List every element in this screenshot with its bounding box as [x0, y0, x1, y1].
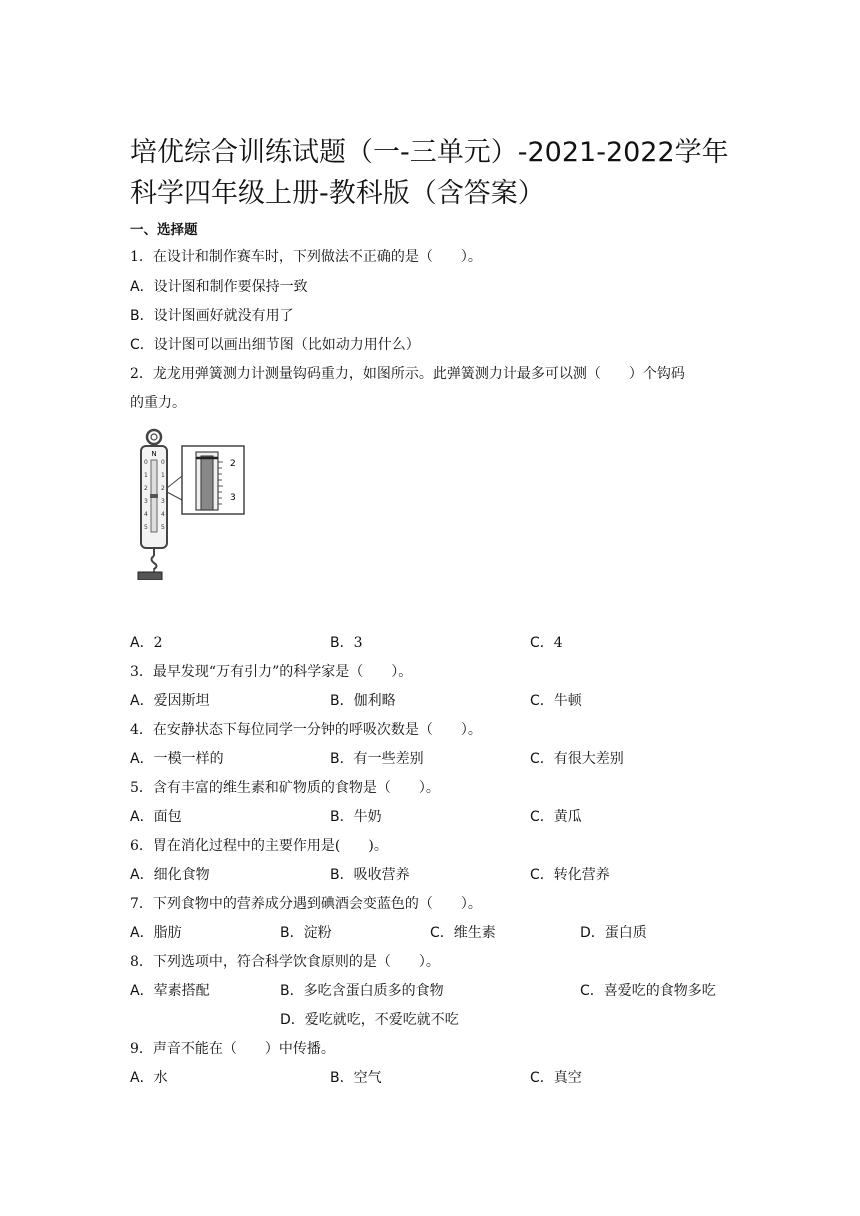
question-4-option-b[interactable]: B．有一些差别 [330, 751, 424, 767]
scale-right-label-4: 4 [161, 511, 165, 518]
question-2-option-b[interactable]: B．3 [330, 635, 363, 651]
question-7-option-c[interactable]: C．维生素 [430, 925, 496, 941]
question-7-option-a[interactable]: A．脂肪 [130, 925, 182, 941]
question-1-option-b[interactable]: B．设计图画好就没有用了 [130, 308, 294, 324]
question-7-option-b[interactable]: B．淀粉 [280, 925, 332, 941]
scale-left-label-1: 1 [144, 472, 148, 479]
scale-left-label-3: 3 [144, 498, 148, 505]
question-1-option-a[interactable]: A．设计图和制作要保持一致 [130, 279, 308, 295]
zoom-label-2: 2 [230, 459, 236, 469]
question-5-stem: 5．含有丰富的维生素和矿物质的食物是（ ）。 [130, 780, 440, 796]
question-8-option-b[interactable]: B．多吃含蛋白质多的食物 [280, 983, 444, 999]
question-8-option-c[interactable]: C．喜爱吃的食物多吃 [580, 983, 716, 999]
scale-unit-letter: N [151, 450, 157, 458]
hook-weight [138, 572, 162, 580]
question-8-stem: 8．下列选项中，符合科学饮食原则的是（ ）。 [130, 954, 440, 970]
scale-left-label-5: 5 [144, 524, 148, 531]
question-4-option-c[interactable]: C．有很大差别 [530, 751, 624, 767]
question-3-option-c[interactable]: C．牛顿 [530, 693, 582, 709]
scale-right-label-1: 1 [161, 472, 165, 479]
question-6-stem: 6．胃在消化过程中的主要作用是( )。 [130, 838, 388, 854]
spring-scale-figure [130, 428, 250, 580]
question-8-option-a[interactable]: A．荤素搭配 [130, 983, 210, 999]
page-title: 培优综合训练试题（一-三单元）-2021-2022学年科学四年级上册-教科版（含答案） [130, 137, 729, 209]
question-2-option-c[interactable]: C．4 [530, 635, 563, 651]
scale-left-label-0: 0 [144, 459, 148, 466]
question-3-stem: 3．最早发现“万有引力”的科学家是（ ）。 [130, 664, 413, 680]
question-6-option-a[interactable]: A．细化食物 [130, 867, 210, 883]
question-1-stem: 1．在设计和制作赛车时，下列做法不正确的是（ ）。 [130, 249, 482, 265]
question-5-option-b[interactable]: B．牛奶 [330, 809, 382, 825]
question-4-option-a[interactable]: A．一模一样的 [130, 751, 224, 767]
question-2-stem: 2．龙龙用弹簧测力计测量钩码重力，如图所示。此弹簧测力计最多可以测（ ）个钩码 [130, 366, 685, 382]
question-2-option-a[interactable]: A．2 [130, 635, 163, 651]
question-7-stem: 7．下列食物中的营养成分遇到碘酒会变蓝色的（ ）。 [130, 896, 482, 912]
question-9-option-a[interactable]: A．水 [130, 1070, 168, 1086]
question-4-stem: 4．在安静状态下每位同学一分钟的呼吸次数是（ ）。 [130, 722, 482, 738]
question-3-option-b[interactable]: B．伽利略 [330, 693, 396, 709]
question-8-option-d[interactable]: D．爱吃就吃，不爱吃就不吃 [280, 1012, 459, 1028]
zoom-label-3: 3 [230, 493, 236, 503]
scale-left-label-2: 2 [144, 485, 148, 492]
question-6-option-b[interactable]: B．吸收营养 [330, 867, 410, 883]
scale-hook-icon [152, 556, 157, 569]
scale-right-label-0: 0 [161, 459, 165, 466]
scale-right-label-5: 5 [161, 524, 165, 531]
section-heading: 一、选择题 [130, 222, 198, 238]
question-5-option-a[interactable]: A．面包 [130, 809, 182, 825]
question-9-stem: 9．声音不能在（ ）中传播。 [130, 1041, 335, 1057]
question-9-option-c[interactable]: C．真空 [530, 1070, 582, 1086]
scale-left-label-4: 4 [144, 511, 148, 518]
scale-right-label-3: 3 [161, 498, 165, 505]
question-1-option-c[interactable]: C．设计图可以画出细节图（比如动力用什么） [130, 337, 420, 353]
question-9-option-b[interactable]: B．空气 [330, 1070, 382, 1086]
question-3-option-a[interactable]: A．爱因斯坦 [130, 693, 210, 709]
scale-right-label-2: 2 [161, 485, 165, 492]
question-7-option-d[interactable]: D．蛋白质 [580, 925, 647, 941]
scale-ring-icon [147, 430, 161, 444]
question-2-stem-continued: 的重力。 [130, 395, 186, 411]
question-6-option-c[interactable]: C．转化营养 [530, 867, 610, 883]
question-5-option-c[interactable]: C．黄瓜 [530, 809, 582, 825]
